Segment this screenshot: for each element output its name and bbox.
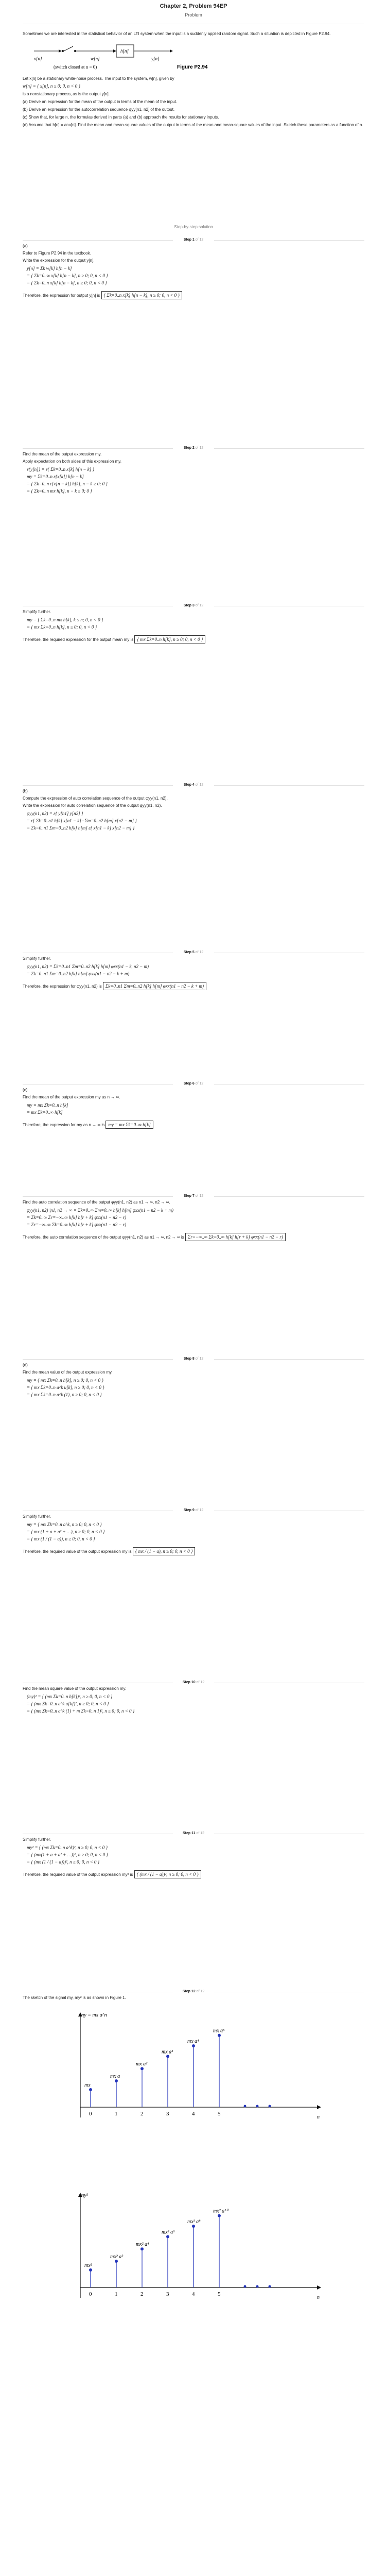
step-result-text: Therefore, the required expression for the output mean my is [23, 637, 134, 642]
step-title: Step 3 of 12 [173, 604, 214, 607]
tail-dot [244, 2105, 247, 2108]
stem-head [218, 2214, 221, 2217]
step-boxed-answer: { mx / (1 − a), n ≥ 0; 0, n < 0 } [133, 1547, 196, 1555]
step-title: Step 1 of 12 [173, 238, 214, 242]
step-of: of 12 [195, 238, 204, 242]
stem-label: mx² a⁸ [187, 2219, 201, 2225]
x-axis-label: n [317, 2114, 320, 2120]
tail-dot [244, 2285, 247, 2288]
step-number: 4 [192, 783, 195, 787]
step-card [23, 240, 364, 301]
stem-head [89, 2268, 92, 2272]
step-equation: = Σk=0..∞ Σr=−∞..∞ h[k] h[r + k] φxx(n1 − n2 − r) [27, 1215, 127, 1220]
problem-part-d: (d) Assume that h[n] = anu[n]. Find the mean and mean-square values of the output in terms of the mean and mean-square values of the input. Sketch these parameters as a function of n. [23, 123, 363, 127]
step-equation: = { (mx Σk=0..n a^k (1) + m Σk=0..n 1)², n ≥ 0; 0, n < 0 } [27, 1708, 135, 1714]
step-text: (a) [23, 244, 28, 248]
step-card [23, 953, 364, 992]
stem-head [192, 2044, 195, 2047]
step-number: 5 [192, 951, 195, 954]
stem-label: mx a³ [162, 2049, 173, 2055]
step-of: of 12 [196, 1681, 205, 1684]
step-result-text: Therefore, the expression for my as n → ∞ is [23, 1123, 105, 1127]
sketch1-plot [49, 2009, 338, 2133]
step-of: of 12 [196, 1990, 205, 1993]
step-equation: φyy(n1, n2) = Σk=0..n1 Σm=0..n2 h[k] h[m] φxx(n1 − k, n2 − m) [27, 964, 149, 969]
step-text: Apply expectation on both sides of this expression my. [23, 459, 121, 464]
x-tick-label: 0 [89, 2291, 92, 2297]
stem-head [115, 2260, 118, 2263]
output-label: y[n] [151, 56, 160, 61]
x-tick-label: 3 [166, 2291, 169, 2297]
step-title: Step 4 of 12 [173, 783, 214, 787]
step-equation: = { mx (1 + a + a² + …), n ≥ 0; 0, n < 0 } [27, 1529, 105, 1534]
stem-head [140, 2067, 144, 2070]
stem-head [166, 2235, 169, 2238]
x-tick-label: 2 [140, 2111, 144, 2117]
page-title: Chapter 2, Problem 94EP [160, 3, 227, 9]
step-number: 2 [192, 446, 195, 450]
x-tick-label: 1 [115, 2291, 118, 2297]
step-text: Simplify further. [23, 609, 51, 614]
step-boxed-answer: Σk=0..n1 Σm=0..n2 h[k] h[m] φxx(n1 − n2 − k + m) [103, 982, 206, 990]
stem-label: mx² a² [110, 2254, 124, 2260]
step-card [23, 1834, 364, 1880]
w-definition: w[n] = { x[n], n ≥ 0; 0, n < 0 } [23, 83, 81, 89]
x-tick-label: 4 [192, 2111, 195, 2117]
step-equation: = { (mx(1 + a + a² + …))², n ≥ 0; 0, n < 0 } [27, 1852, 108, 1857]
step-boxed-answer: { (mx / (1 − a))², n ≥ 0; 0, n < 0 } [134, 1870, 201, 1878]
step-card [23, 1084, 364, 1131]
step-title: Step 8 of 12 [173, 1357, 214, 1361]
step-equation: φyy(n1, n2) = ε{ y[n1] y[n2] } [27, 811, 83, 816]
step-equation: = ε{ Σk=0..n1 h[k] x[n1 − k] · Σm=0..n2 h[m] x[n2 − m] } [27, 818, 137, 823]
stem-head [218, 2034, 221, 2037]
step-title: Step 11 of 12 [173, 1832, 214, 1835]
step-text: The sketch of the signal my, my² is as shown in Figure 1. [23, 1995, 126, 2000]
stem-label: mx [84, 2082, 91, 2088]
step-text: Find the mean of the output expression my as n → ∞. [23, 1095, 120, 1099]
problem-figure [23, 40, 364, 73]
step-boxed-answer: { mx Σk=0..n h[k], n ≥ 0; 0, n < 0 } [134, 635, 205, 643]
system-label: h[n] [120, 48, 129, 54]
x-tick-label: 2 [140, 2291, 144, 2297]
step-title: Step 2 of 12 [173, 446, 214, 450]
step-result-text: Therefore, the auto correlation sequence of the output φyy(n1, n2) as n1 → ∞, n2 → ∞ is [23, 1235, 184, 1240]
step-boxed-answer: Σr=−∞..∞ Σk=0..∞ h[k] h[r + k] φxx(n1 − n2 − r) [185, 1233, 286, 1241]
x-tick-label: 5 [218, 2111, 221, 2117]
step-title: Step 10 of 12 [173, 1681, 214, 1684]
step-title: Step 12 of 12 [173, 1990, 214, 1993]
step-equation: my = { mx Σk=0..n h[k], n ≥ 0; 0, n < 0 } [27, 1378, 103, 1383]
problem-part-a: (a) Derive an expression for the mean of the output in terms of the mean of the input. [23, 99, 178, 104]
step-card [23, 1359, 364, 1399]
step-card [23, 448, 364, 495]
step-text: (d) [23, 1363, 28, 1367]
stem-head [192, 2225, 195, 2228]
stem-label: mx² a⁶ [162, 2229, 175, 2235]
x-axis-arrow [317, 2105, 321, 2109]
step-equation: φyy(n1, n2) |n1, n2 → ∞ = Σk=0..∞ Σm=0..∞ h[k] h[m] φxx(n1 − n2 − k + m) [27, 1208, 174, 1213]
step-text: Find the mean of the output expression my. [23, 452, 102, 456]
step-of: of 12 [195, 446, 204, 450]
step-text: Simplify further. [23, 956, 51, 961]
step-number: 12 [191, 1990, 196, 1993]
problem-statement [23, 31, 364, 130]
sketch2-plot [49, 2190, 338, 2313]
step-number: 3 [192, 604, 195, 607]
x-tick-label: 5 [218, 2291, 221, 2297]
step-equation: y[n] = Σk w[k] h[n − k] [27, 266, 72, 271]
mid-label: w[n] [91, 56, 100, 61]
step-card [23, 1511, 364, 1557]
x-tick-label: 3 [166, 2111, 169, 2117]
step-equation: = { mx Σk=0..n a^k u[k], n ≥ 0; 0, n < 0 } [27, 1385, 104, 1390]
step-equation: = { Σk=0..∞ x[k] h[n − k], n ≥ 0; 0, n < 0 } [27, 273, 108, 278]
step-equation: = { Σk=0..n x[k] h[n − k], n ≥ 0; 0, n < 0 } [27, 280, 107, 285]
figure-caption: Figure P2.94 [177, 64, 208, 70]
step-equation: = { mx Σk=0..n a^k (1), n ≥ 0; 0, n < 0 } [27, 1392, 102, 1397]
header [0, 0, 387, 18]
step-of: of 12 [195, 1357, 204, 1361]
step-of: of 12 [195, 604, 204, 607]
x-axis-label: n [317, 2295, 320, 2300]
stem-label: mx a [110, 2074, 120, 2079]
step-equation: my = Σk=0..n ε{x[k]} h[n − k] [27, 474, 84, 479]
step-equation: = mx Σk=0..∞ h[k] [27, 1110, 63, 1115]
stem-label: mx a⁵ [213, 2028, 225, 2034]
step-title: Step 5 of 12 [173, 951, 214, 954]
y-axis-label: my² [80, 2193, 88, 2198]
section-subtitle: Problem [185, 12, 202, 18]
step-text: Simplify further. [23, 1837, 51, 1842]
step-of: of 12 [195, 783, 204, 787]
step-text: (c) [23, 1088, 28, 1092]
stem-label: mx a⁴ [187, 2039, 199, 2044]
step-result-text: Therefore, the required value of the output expression my is [23, 1549, 132, 1554]
step-text: Find the mean square value of the output expression my. [23, 1686, 127, 1691]
stem-label: mx a² [136, 2061, 148, 2067]
step-by-step-link[interactable]: Step-by-step solution [174, 225, 213, 229]
step-card [23, 1196, 364, 1243]
step-of: of 12 [195, 1082, 204, 1086]
step-equation: = { (mx Σk=0..n a^k u[k])², n ≥ 0; 0, n < 0 } [27, 1701, 109, 1706]
step-equation: = Σk=0..n1 Σm=0..n2 h[k] h[m] φxx(n1 − n2 − k + m) [27, 971, 130, 976]
problem-def-line: Let x[n] be a stationary white-noise process. The input to the system, w[n], given by [23, 76, 174, 81]
step-text: Simplify further. [23, 1514, 51, 1519]
step-title: Step 7 of 12 [173, 1194, 214, 1198]
step-card [23, 606, 364, 646]
step-result-text: Therefore, the expression for φyy(n1, n2) is [23, 984, 102, 989]
problem-part-b: (b) Derive an expression for the autocorrelation sequence φyy[n1, n2] of the output. [23, 107, 175, 112]
x-axis-arrow [317, 2285, 321, 2290]
step-equation: ε{y[n]} = ε{ Σk=0..n x[k] h[n − k] } [27, 467, 95, 472]
step-equation: = { mx (1 / (1 − a)), n ≥ 0; 0, n < 0 } [27, 1536, 95, 1541]
step-text: Find the mean value of the output expression my. [23, 1370, 113, 1375]
step-number: 10 [191, 1681, 196, 1684]
stem-head [89, 2088, 92, 2091]
step-equation: = Σr=−∞..∞ Σk=0..∞ h[k] h[r + k] φxx(n1 − n2 − r) [27, 1222, 127, 1227]
step-equation: = Σk=0..n1 Σm=0..n2 h[k] h[m] ε{ x[n1 − k] x[n2 − m] } [27, 825, 135, 831]
step-card [23, 1992, 364, 2003]
step-text: (b) [23, 789, 28, 793]
step-number: 9 [192, 1509, 195, 1512]
tail-dot [256, 2285, 259, 2288]
step-of: of 12 [196, 1832, 205, 1835]
step-equation: my = { Σk=0..n mx h[k], k ≤ n; 0, n < 0 } [27, 617, 103, 622]
step-of: of 12 [195, 951, 204, 954]
problem-nonstat: is a nonstationary process, as is the output y[n]. [23, 92, 110, 96]
x-tick-label: 1 [115, 2111, 118, 2117]
step-number: 11 [191, 1832, 196, 1835]
step-equation: = { mx Σk=0..n h[k], n ≥ 0; 0, n < 0 } [27, 624, 97, 630]
step-number: 6 [192, 1082, 195, 1086]
step-equation: my = mx Σk=0..n h[k] [27, 1103, 68, 1108]
step-title: Step 6 of 12 [173, 1082, 214, 1086]
tail-dot [256, 2105, 259, 2108]
input-label: x[n] [34, 56, 42, 61]
stem-label: mx² a¹⁰ [213, 2208, 228, 2214]
stem-head [140, 2247, 144, 2250]
step-equation: = { Σk=0..n mx h[k], n − k ≥ 0; 0 } [27, 488, 92, 494]
step-equation: my = { mx Σk=0..n a^k, n ≥ 0; 0, n < 0 } [27, 1522, 102, 1527]
x-tick-label: 4 [192, 2291, 195, 2297]
step-result-text: Therefore, the required value of the output expression my² is [23, 1872, 133, 1877]
stem-head [115, 2079, 118, 2082]
step-boxed-answer: my = mx Σk=0..∞ h[k] [105, 1121, 153, 1129]
problem-part-c: (c) Show that, for large n, the formulas derived in parts (a) and (b) approach the results for stationary inputs. [23, 115, 219, 120]
tail-dot [269, 2105, 271, 2108]
step-of: of 12 [195, 1194, 204, 1198]
step-card [23, 1683, 364, 1715]
problem-intro: Sometimes we are interested in the statistical behavior of an LTI system when the input is a suddenly applied random signal. Such a situation is depicted in Figure P2.94. [23, 31, 331, 36]
step-equation: = { Σk=0..n ε{x[n − k]} h[k], n − k ≥ 0; 0 } [27, 481, 108, 486]
stem-label: mx² [84, 2263, 92, 2268]
step-card [23, 785, 364, 832]
step-text: Refer to Figure P2.94 in the textbook. [23, 251, 91, 256]
step-of: of 12 [195, 1509, 204, 1512]
stem-head [166, 2055, 169, 2058]
step-boxed-answer: { Σk=0..n x[k] h[n − k], n ≥ 0; 0, n < 0 } [101, 291, 182, 299]
switch-label: (switch closed at n = 0) [54, 64, 97, 70]
x-tick-label: 0 [89, 2111, 92, 2117]
step-equation: = { (mx (1 / (1 − a)))², n ≥ 0; 0, n < 0 } [27, 1859, 100, 1865]
step-number: 8 [192, 1357, 195, 1361]
step-equation: my² = { (mx Σk=0..n a^k)², n ≥ 0; 0, n < 0 } [27, 1845, 108, 1850]
step-number: 7 [192, 1194, 195, 1198]
step-text: Write the expression for the output y[n]. [23, 258, 95, 263]
step-result-text: Therefore, the expression for output y[n] is [23, 293, 100, 298]
step-title: Step 9 of 12 [173, 1509, 214, 1512]
step-equation: (my)² = { (mx Σk=0..n h[k])², n ≥ 0; 0, n < 0 } [27, 1694, 113, 1699]
step-text: Compute the expression of auto correlation sequence of the output φyy(n1, n2). [23, 796, 168, 801]
tail-dot [269, 2285, 271, 2288]
step-number: 1 [192, 238, 195, 242]
y-axis-label: my = mx a^n [80, 2012, 107, 2018]
step-text: Find the auto correlation sequence of the output φyy(n1, n2) as n1 → ∞, n2 → ∞. [23, 1200, 170, 1205]
stem-label: mx² a⁴ [136, 2242, 149, 2248]
step-text: Write the expression for auto correlation sequence of the output φyy(n1, n2). [23, 803, 162, 808]
switch-diagram [23, 40, 364, 73]
